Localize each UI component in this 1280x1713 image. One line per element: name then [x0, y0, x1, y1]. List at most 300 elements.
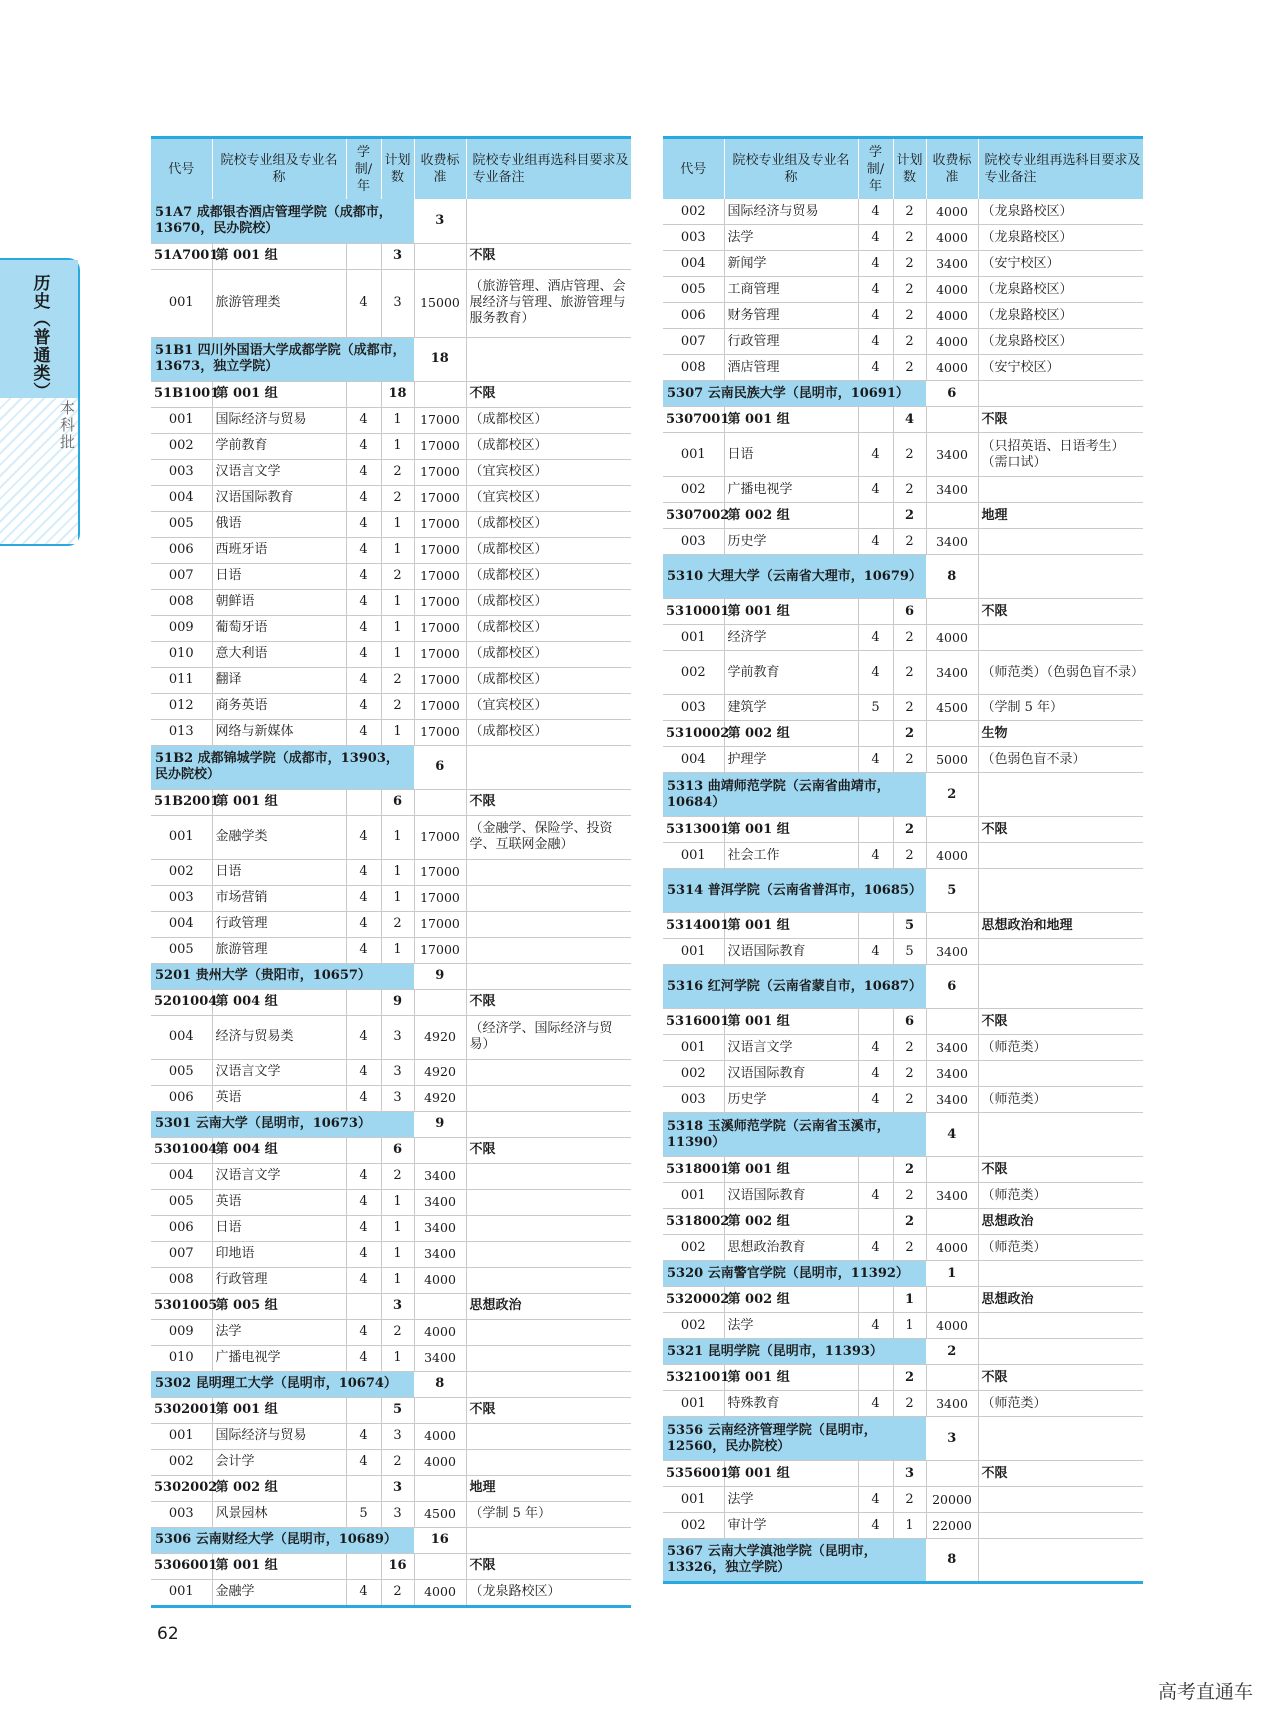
major-code: 004: [151, 485, 212, 511]
major-row: [151, 615, 631, 641]
remarks-cell: [978, 1539, 1143, 1583]
group-name: 第 002 组: [724, 721, 858, 747]
major-code: 002: [663, 477, 724, 503]
group-code: 5307001: [663, 407, 724, 433]
group-row: [663, 721, 1143, 747]
years-cell: 4: [858, 477, 893, 503]
fee-cell: 3400: [414, 1345, 466, 1371]
remarks-cell: （宜宾校区）: [466, 485, 631, 511]
major-row: [151, 667, 631, 693]
remarks-cell: （成都校区）: [466, 433, 631, 459]
major-name: 汉语国际教育: [724, 1061, 858, 1087]
group-name: 第 002 组: [724, 1287, 858, 1313]
years-cell: 4: [346, 719, 381, 745]
years-cell: 4: [858, 251, 893, 277]
major-name: 酒店管理: [724, 355, 858, 381]
fee-cell: 3400: [926, 1061, 978, 1087]
plan-cell: 3: [381, 269, 414, 337]
remarks-cell: [978, 1113, 1143, 1157]
school-row: [663, 1417, 1143, 1461]
fee-cell: 4000: [926, 1313, 978, 1339]
years-cell: 4: [858, 939, 893, 965]
years-cell: 4: [858, 1087, 893, 1113]
major-name: 建筑学: [724, 695, 858, 721]
major-code: 001: [663, 433, 724, 477]
school-row: [151, 963, 631, 989]
fee-cell: 4000: [926, 277, 978, 303]
fee-cell: 4000: [414, 1423, 466, 1449]
major-name: 西班牙语: [212, 537, 346, 563]
major-name: 学前教育: [212, 433, 346, 459]
remarks-cell: （师范类）: [978, 1087, 1143, 1113]
years-cell: [858, 721, 893, 747]
major-row: [151, 937, 631, 963]
major-name: 会计学: [212, 1449, 346, 1475]
major-row: [151, 269, 631, 337]
remarks-cell: （学制 5 年）: [978, 695, 1143, 721]
major-name: 国际经济与贸易: [724, 199, 858, 225]
fee-cell: 17000: [414, 459, 466, 485]
fee-cell: [414, 1397, 466, 1423]
fee-cell: 20000: [926, 1487, 978, 1513]
major-name: 汉语言文学: [212, 459, 346, 485]
major-name: 审计学: [724, 1513, 858, 1539]
years-cell: 4: [346, 693, 381, 719]
remarks-cell: （成都校区）: [466, 537, 631, 563]
school-name: 5307 云南民族大学（昆明市，10691）: [663, 381, 926, 407]
plan-cell: 1: [381, 1189, 414, 1215]
header-fee: 收费标准: [926, 138, 978, 200]
plan-cell: 2: [893, 251, 926, 277]
major-name: 法学: [724, 225, 858, 251]
table-header: [151, 138, 631, 200]
major-code: 001: [151, 1423, 212, 1449]
years-cell: [858, 1009, 893, 1035]
group-name: 第 001 组: [724, 1157, 858, 1183]
major-code: 003: [663, 695, 724, 721]
remarks-cell: [466, 1189, 631, 1215]
major-name: 日语: [724, 433, 858, 477]
major-code: 005: [663, 277, 724, 303]
years-cell: 4: [858, 277, 893, 303]
fee-cell: 4000: [926, 1235, 978, 1261]
group-name: 第 001 组: [724, 1461, 858, 1487]
group-name: 第 001 组: [724, 817, 858, 843]
plan-cell: 3: [381, 1475, 414, 1501]
school-name: 5316 红河学院（云南省蒙自市，10687）: [663, 965, 926, 1009]
subject-requirement: 思想政治和地理: [978, 913, 1143, 939]
remarks-cell: （安宁校区）: [978, 251, 1143, 277]
remarks-cell: （师范类）（色弱色盲不录）: [978, 651, 1143, 695]
major-row: [151, 1345, 631, 1371]
plan-cell: 3: [381, 1501, 414, 1527]
group-code: 51A7001: [151, 243, 212, 269]
plan-cell: 3: [893, 1461, 926, 1487]
school-row: [663, 1113, 1143, 1157]
fee-cell: 3400: [926, 1035, 978, 1061]
school-row: [151, 199, 631, 243]
remarks-cell: [466, 1319, 631, 1345]
group-row: [663, 817, 1143, 843]
school-row: [663, 869, 1143, 913]
years-cell: 4: [858, 747, 893, 773]
major-code: 002: [663, 1235, 724, 1261]
plan-cell: 1: [381, 885, 414, 911]
major-name: 英语: [212, 1189, 346, 1215]
header-remarks: 院校专业组再选科目要求及专业备注: [978, 138, 1143, 200]
remarks-cell: [466, 1345, 631, 1371]
years-cell: [858, 599, 893, 625]
major-code: 010: [151, 641, 212, 667]
major-name: 汉语言文学: [212, 1163, 346, 1189]
major-code: 002: [151, 859, 212, 885]
years-cell: 4: [346, 1319, 381, 1345]
remarks-cell: （师范类）: [978, 1391, 1143, 1417]
side-tab-sub-label: 本科批: [58, 400, 76, 451]
years-cell: 4: [858, 625, 893, 651]
plan-cell: 3: [926, 1417, 978, 1461]
years-cell: 4: [346, 937, 381, 963]
plan-cell: 1: [381, 511, 414, 537]
years-cell: [346, 243, 381, 269]
header-name: 院校专业组及专业名称: [212, 138, 346, 200]
fee-cell: 17000: [414, 641, 466, 667]
fee-cell: 3400: [414, 1215, 466, 1241]
plan-cell: 1: [381, 537, 414, 563]
fee-cell: 17000: [414, 433, 466, 459]
admission-table-left: [151, 136, 631, 1608]
major-name: 特殊教育: [724, 1391, 858, 1417]
years-cell: 4: [346, 511, 381, 537]
major-code: 013: [151, 719, 212, 745]
years-cell: 4: [346, 815, 381, 859]
major-code: 004: [151, 1163, 212, 1189]
major-code: 002: [663, 1061, 724, 1087]
years-cell: [858, 1287, 893, 1313]
major-row: [151, 1189, 631, 1215]
group-code: 5310001: [663, 599, 724, 625]
subject-requirement: 不限: [466, 989, 631, 1015]
major-name: 葡萄牙语: [212, 615, 346, 641]
major-code: 009: [151, 615, 212, 641]
school-name: 5201 贵州大学（贵阳市，10657）: [151, 963, 414, 989]
major-name: 护理学: [724, 747, 858, 773]
school-row: [663, 1539, 1143, 1583]
major-code: 007: [151, 563, 212, 589]
fee-cell: [414, 989, 466, 1015]
years-cell: 4: [858, 529, 893, 555]
fee-cell: [414, 1553, 466, 1579]
group-row: [663, 1209, 1143, 1235]
plan-cell: 2: [893, 1365, 926, 1391]
group-row: [151, 1397, 631, 1423]
group-name: 第 004 组: [212, 1137, 346, 1163]
major-row: [151, 693, 631, 719]
major-code: 003: [663, 1087, 724, 1113]
remarks-cell: [978, 529, 1143, 555]
major-name: 意大利语: [212, 641, 346, 667]
fee-cell: 17000: [414, 667, 466, 693]
remarks-cell: [978, 555, 1143, 599]
subject-requirement: 思想政治: [978, 1287, 1143, 1313]
major-row: [151, 433, 631, 459]
subject-requirement: 不限: [466, 381, 631, 407]
major-name: 日语: [212, 1215, 346, 1241]
major-row: [663, 1391, 1143, 1417]
major-code: 006: [151, 1085, 212, 1111]
plan-cell: 2: [893, 1035, 926, 1061]
plan-cell: 3: [381, 1085, 414, 1111]
fee-cell: [926, 599, 978, 625]
school-name: 51B2 成都锦城学院（成都市，13903，民办院校）: [151, 745, 414, 789]
group-code: 5307002: [663, 503, 724, 529]
major-name: 旅游管理: [212, 937, 346, 963]
major-row: [663, 625, 1143, 651]
plan-cell: 1: [381, 1267, 414, 1293]
major-code: 006: [663, 303, 724, 329]
major-row: [663, 1183, 1143, 1209]
major-code: 001: [663, 625, 724, 651]
plan-cell: 2: [893, 355, 926, 381]
major-row: [151, 511, 631, 537]
years-cell: [858, 1461, 893, 1487]
major-code: 008: [151, 589, 212, 615]
fee-cell: [414, 1293, 466, 1319]
major-name: 商务英语: [212, 693, 346, 719]
group-code: 5318001: [663, 1157, 724, 1183]
plan-cell: 3: [381, 1423, 414, 1449]
fee-cell: 17000: [414, 407, 466, 433]
major-name: 行政管理: [724, 329, 858, 355]
plan-cell: 1: [381, 641, 414, 667]
fee-cell: 4000: [926, 199, 978, 225]
header-years: 学制/年: [858, 138, 893, 200]
remarks-cell: [466, 1111, 631, 1137]
school-name: 5310 大理大学（云南省大理市，10679）: [663, 555, 926, 599]
major-code: 002: [151, 433, 212, 459]
plan-cell: 2: [893, 651, 926, 695]
subject-requirement: 不限: [978, 407, 1143, 433]
major-name: 学前教育: [724, 651, 858, 695]
header-name: 院校专业组及专业名称: [724, 138, 858, 200]
remarks-cell: （龙泉路校区）: [978, 199, 1143, 225]
plan-cell: 1: [926, 1261, 978, 1287]
fee-cell: 17000: [414, 485, 466, 511]
remarks-cell: [978, 477, 1143, 503]
fee-cell: [414, 789, 466, 815]
page-number: 62: [157, 1624, 179, 1644]
years-cell: 4: [346, 615, 381, 641]
remarks-cell: [466, 1449, 631, 1475]
plan-cell: 1: [381, 615, 414, 641]
major-code: 001: [663, 1391, 724, 1417]
remarks-cell: [466, 199, 631, 243]
group-row: [663, 1461, 1143, 1487]
plan-cell: 2: [381, 1579, 414, 1606]
plan-cell: 4: [926, 1113, 978, 1157]
plan-cell: 5: [893, 939, 926, 965]
remarks-cell: （师范类）: [978, 1183, 1143, 1209]
years-cell: 4: [858, 303, 893, 329]
major-name: 风景园林: [212, 1501, 346, 1527]
fee-cell: 3400: [926, 1183, 978, 1209]
school-name: 51B1 四川外国语大学成都学院（成都市，13673，独立学院）: [151, 337, 414, 381]
major-row: [151, 563, 631, 589]
plan-cell: 2: [893, 433, 926, 477]
major-row: [151, 1241, 631, 1267]
remarks-cell: （成都校区）: [466, 589, 631, 615]
years-cell: 4: [858, 1391, 893, 1417]
plan-cell: 2: [893, 1209, 926, 1235]
plan-cell: 1: [381, 1241, 414, 1267]
subject-requirement: 不限: [978, 1009, 1143, 1035]
plan-cell: 2: [893, 1391, 926, 1417]
table-header: [663, 138, 1143, 200]
plan-cell: 5: [381, 1397, 414, 1423]
fee-cell: 3400: [926, 477, 978, 503]
years-cell: 4: [346, 269, 381, 337]
major-code: 009: [151, 1319, 212, 1345]
group-name: 第 001 组: [212, 1553, 346, 1579]
major-name: 金融学类: [212, 815, 346, 859]
major-code: 001: [151, 1579, 212, 1606]
major-row: [663, 329, 1143, 355]
major-row: [151, 485, 631, 511]
plan-cell: 2: [381, 1319, 414, 1345]
years-cell: 4: [346, 589, 381, 615]
major-row: [663, 843, 1143, 869]
years-cell: 4: [346, 1215, 381, 1241]
years-cell: 4: [346, 459, 381, 485]
major-code: 002: [663, 199, 724, 225]
plan-cell: 1: [381, 1215, 414, 1241]
group-row: [663, 1009, 1143, 1035]
plan-cell: 3: [381, 1015, 414, 1059]
plan-cell: 5: [893, 913, 926, 939]
plan-cell: 2: [926, 1339, 978, 1365]
major-row: [663, 277, 1143, 303]
plan-cell: 1: [381, 937, 414, 963]
fee-cell: 4920: [414, 1059, 466, 1085]
remarks-cell: [978, 1487, 1143, 1513]
major-row: [151, 1015, 631, 1059]
group-row: [151, 989, 631, 1015]
remarks-cell: [466, 1163, 631, 1189]
major-code: 008: [663, 355, 724, 381]
plan-cell: 9: [414, 963, 466, 989]
plan-cell: 6: [381, 789, 414, 815]
remarks-cell: [466, 937, 631, 963]
plan-cell: 2: [893, 329, 926, 355]
major-name: 行政管理: [212, 1267, 346, 1293]
fee-cell: 4000: [414, 1579, 466, 1606]
major-code: 001: [663, 843, 724, 869]
major-name: 财务管理: [724, 303, 858, 329]
major-name: 历史学: [724, 529, 858, 555]
major-row: [663, 1061, 1143, 1087]
subject-requirement: 不限: [466, 243, 631, 269]
major-row: [663, 1513, 1143, 1539]
major-code: 003: [151, 885, 212, 911]
plan-cell: 2: [893, 625, 926, 651]
watermark: 高考直通车: [1158, 1681, 1254, 1703]
header-code: 代号: [151, 138, 212, 200]
years-cell: 4: [346, 1241, 381, 1267]
years-cell: [346, 1397, 381, 1423]
major-row: [663, 199, 1143, 225]
remarks-cell: （成都校区）: [466, 667, 631, 693]
fee-cell: 3400: [414, 1163, 466, 1189]
plan-cell: 9: [414, 1111, 466, 1137]
major-name: 经济与贸易类: [212, 1015, 346, 1059]
remarks-cell: （只招英语、日语考生）（需口试）: [978, 433, 1143, 477]
remarks-cell: [466, 1085, 631, 1111]
group-code: 51B1001: [151, 381, 212, 407]
subject-requirement: 不限: [466, 1397, 631, 1423]
years-cell: 4: [346, 1449, 381, 1475]
remarks-cell: [466, 859, 631, 885]
plan-cell: 1: [381, 407, 414, 433]
years-cell: 4: [346, 1189, 381, 1215]
remarks-cell: （经济学、国际经济与贸易）: [466, 1015, 631, 1059]
major-row: [151, 1059, 631, 1085]
remarks-cell: [978, 1339, 1143, 1365]
years-cell: [346, 989, 381, 1015]
years-cell: 4: [346, 641, 381, 667]
major-name: 印地语: [212, 1241, 346, 1267]
remarks-cell: [978, 869, 1143, 913]
fee-cell: 3400: [926, 529, 978, 555]
fee-cell: 4000: [414, 1267, 466, 1293]
major-row: [151, 1501, 631, 1527]
fee-cell: [926, 1365, 978, 1391]
subject-requirement: 地理: [466, 1475, 631, 1501]
major-name: 英语: [212, 1085, 346, 1111]
group-row: [663, 1157, 1143, 1183]
major-row: [663, 1313, 1143, 1339]
subject-requirement: 生物: [978, 721, 1143, 747]
major-name: 汉语国际教育: [724, 939, 858, 965]
plan-cell: 2: [893, 843, 926, 869]
major-code: 002: [663, 651, 724, 695]
remarks-cell: （龙泉路校区）: [978, 329, 1143, 355]
remarks-cell: [466, 885, 631, 911]
major-name: 广播电视学: [212, 1345, 346, 1371]
years-cell: [346, 1553, 381, 1579]
group-name: 第 001 组: [724, 407, 858, 433]
school-row: [151, 745, 631, 789]
years-cell: [858, 1157, 893, 1183]
remarks-cell: [466, 1241, 631, 1267]
major-name: 汉语国际教育: [212, 485, 346, 511]
header-code: 代号: [663, 138, 724, 200]
fee-cell: [414, 243, 466, 269]
major-row: [663, 1087, 1143, 1113]
years-cell: 4: [346, 1085, 381, 1111]
major-code: 007: [663, 329, 724, 355]
plan-cell: 6: [926, 381, 978, 407]
remarks-cell: （安宁校区）: [978, 355, 1143, 381]
years-cell: 4: [346, 537, 381, 563]
fee-cell: 17000: [414, 885, 466, 911]
major-code: 010: [151, 1345, 212, 1371]
plan-cell: 9: [381, 989, 414, 1015]
school-row: [663, 381, 1143, 407]
major-row: [151, 1579, 631, 1606]
remarks-cell: （成都校区）: [466, 563, 631, 589]
major-code: 001: [663, 939, 724, 965]
major-row: [151, 1423, 631, 1449]
